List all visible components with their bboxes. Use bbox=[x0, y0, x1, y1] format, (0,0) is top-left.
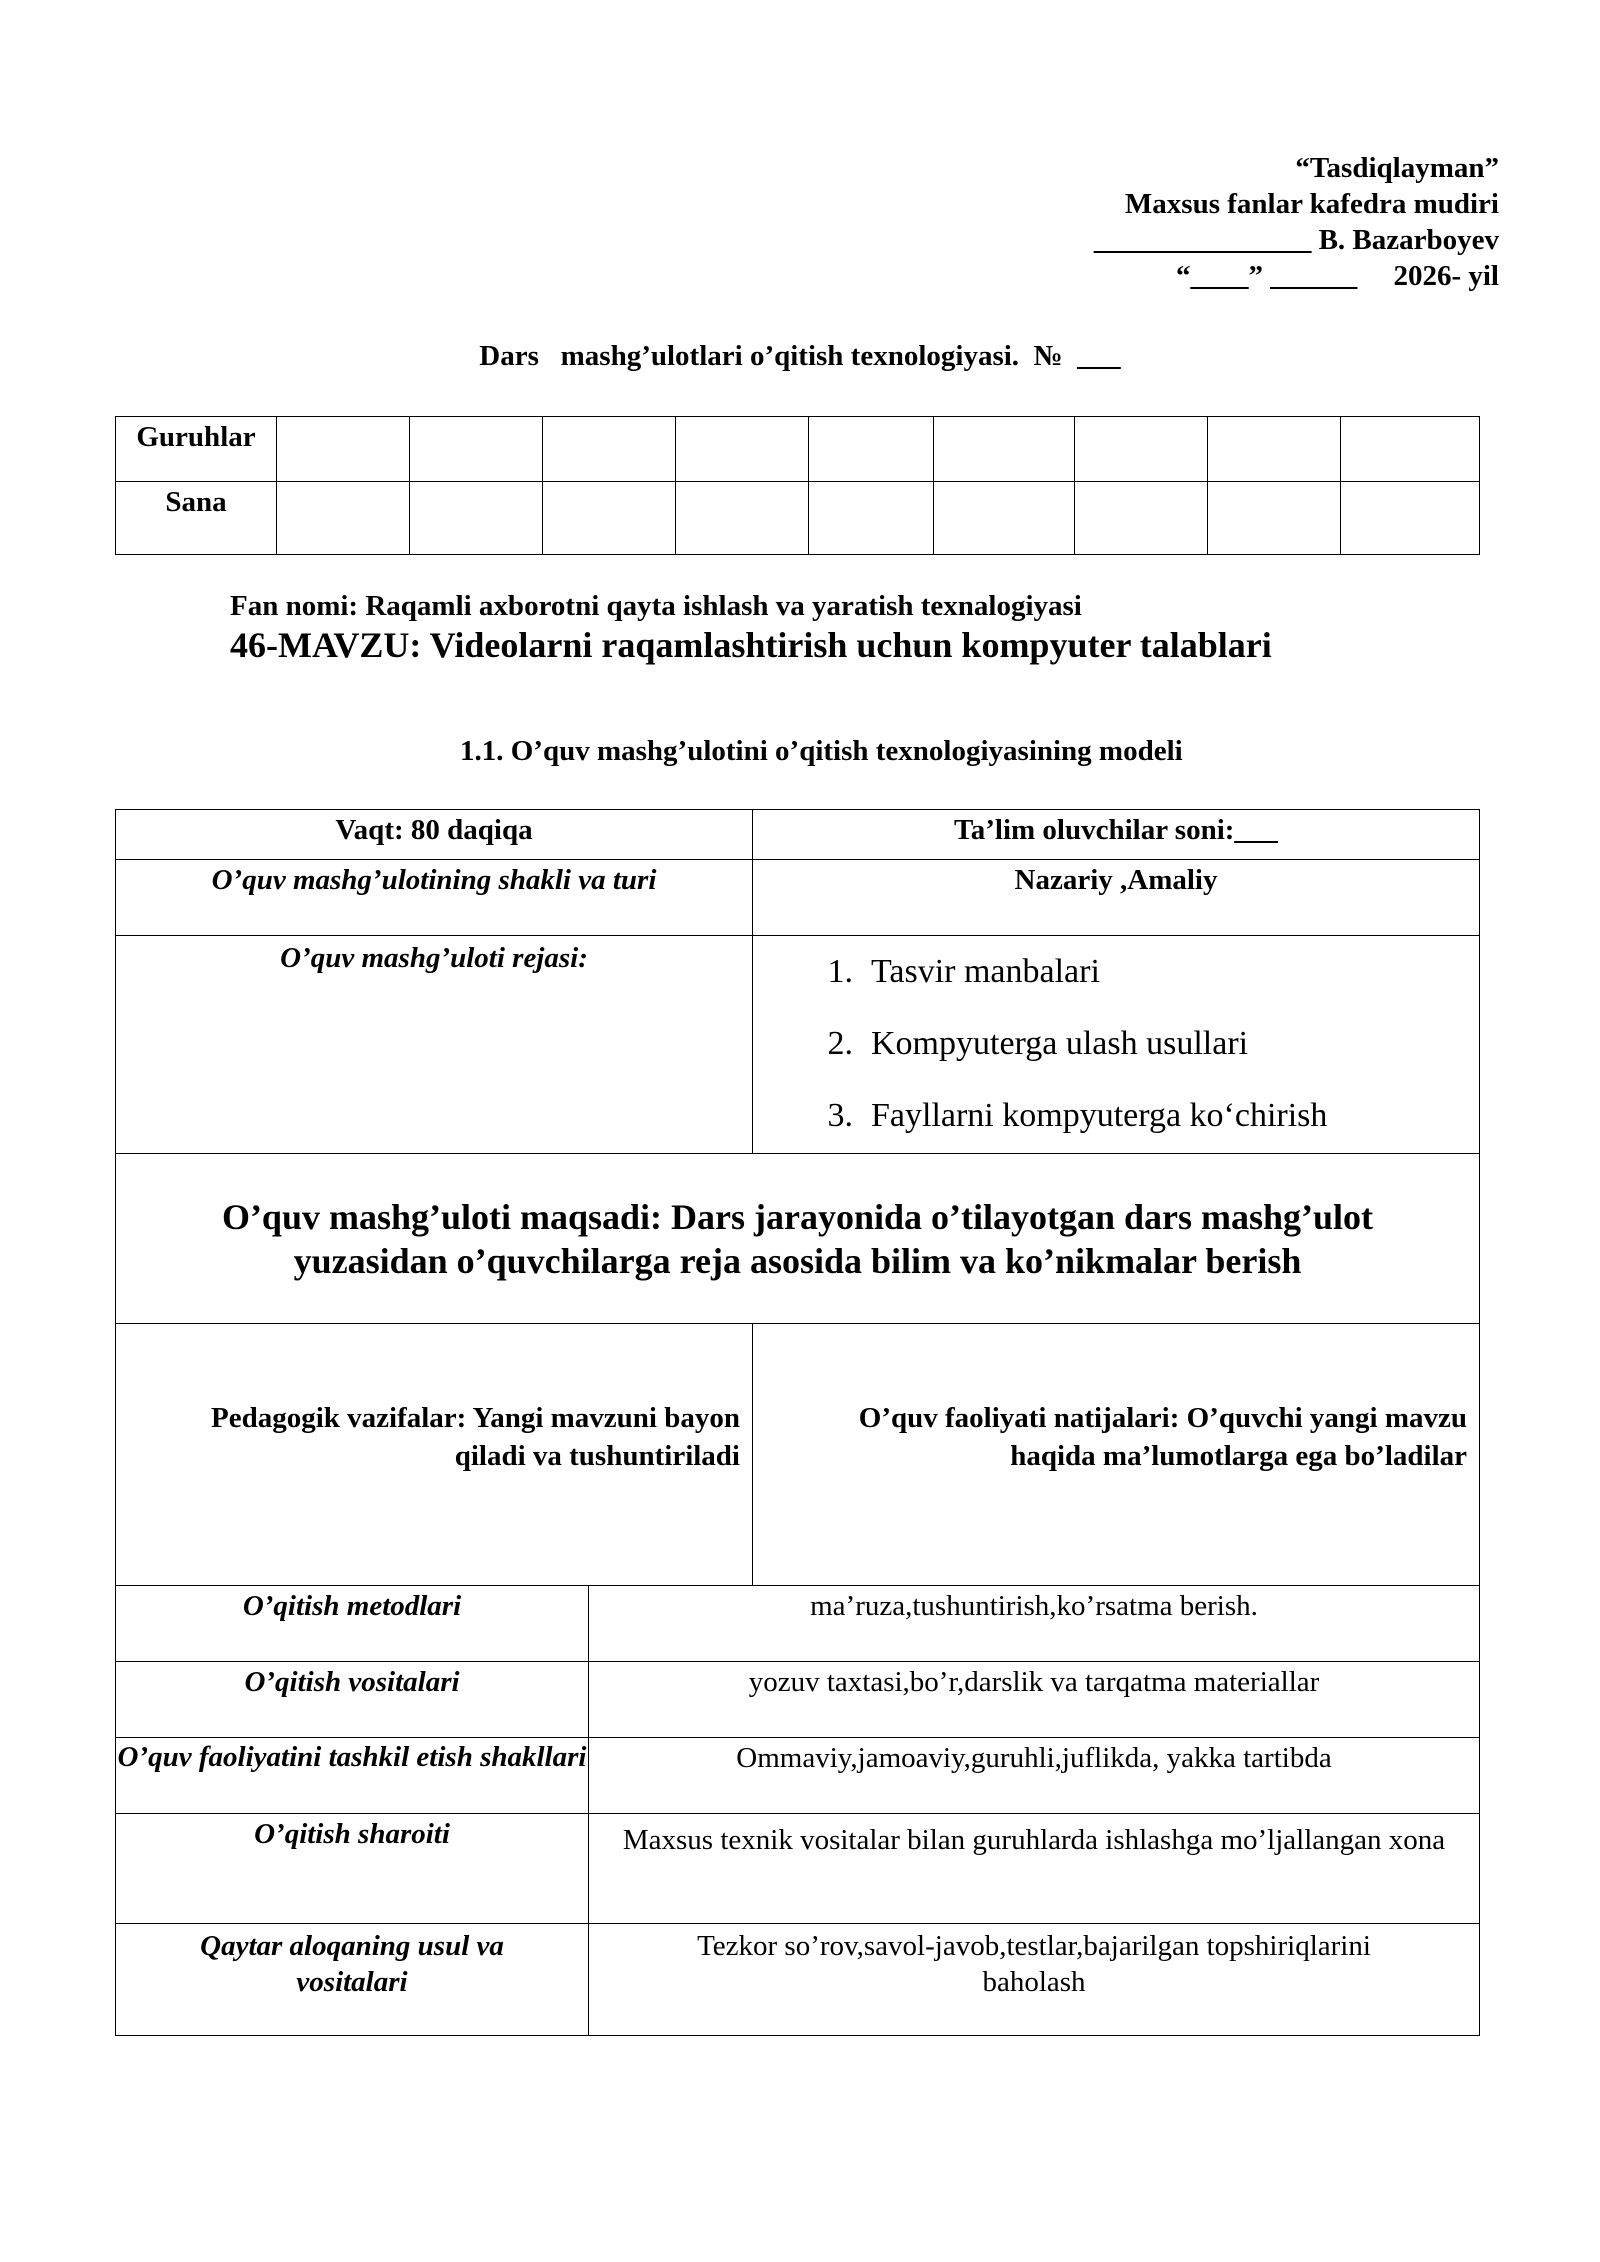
groups-cell bbox=[410, 417, 543, 482]
subject-block bbox=[230, 588, 1272, 666]
date-cell bbox=[410, 482, 543, 555]
tools-value: yozuv taxtasi,bo’r,darslik va tarqatma materiallar bbox=[589, 1662, 1480, 1738]
time-cell: Vaqt: 80 daqiqa bbox=[116, 810, 753, 860]
organization-value: Ommaviy,jamoaviy,guruhli,juflikda, yakka tartibda bbox=[589, 1738, 1480, 1814]
groups-cell bbox=[809, 417, 934, 482]
tools-label: O’qitish vositalari bbox=[116, 1662, 589, 1738]
date-cell bbox=[809, 482, 934, 555]
plan-list bbox=[803, 936, 1479, 1152]
organization-label: O’quv faoliyatini tashkil etish shakllari bbox=[116, 1738, 589, 1814]
approval-position: Maxsus fanlar kafedra mudiri bbox=[1124, 188, 1499, 220]
plan-label: O’quv mashg’uloti rejasi: bbox=[116, 936, 753, 1154]
groups-cell bbox=[543, 417, 676, 482]
goal-cell: O’quv mashg’uloti maqsadi: Dars jarayonida o’tilayotgan dars mashg’ulot yuzasidan o’quvchilarga reja asosida bilim va ko’nikmalar berish bbox=[116, 1154, 1480, 1324]
document-title: Dars mashg’ulotlari o’qitish texnologiyasi. № ___ bbox=[479, 340, 1121, 372]
form-label: O’quv mashg’ulotining shakli va turi bbox=[116, 860, 753, 936]
feedback-value: Tezkor so’rov,savol-javob,testlar,bajarilgan topshiriqlarini baholash bbox=[589, 1924, 1480, 2036]
model-title: 1.1. O’quv mashg’ulotini o’qitish texnologiyasining modeli bbox=[460, 735, 1183, 767]
date-cell bbox=[1341, 482, 1480, 555]
plan-item bbox=[803, 936, 1479, 1008]
feedback-label: Qaytar aloqaning usul va vositalari bbox=[116, 1924, 589, 2036]
date-cell bbox=[1208, 482, 1341, 555]
groups-cell bbox=[1075, 417, 1208, 482]
approval-date: “____” ______ 2026- yil bbox=[1175, 260, 1499, 292]
groups-cell bbox=[277, 417, 410, 482]
date-label: Sana bbox=[116, 482, 277, 555]
topic-title: 46-MAVZU: Videolarni raqamlashtirish uchun kompyuter talablari bbox=[230, 625, 1272, 665]
groups-cell bbox=[676, 417, 809, 482]
students-cell: Ta’lim oluvchilar soni:___ bbox=[753, 810, 1480, 860]
model-table bbox=[115, 809, 1480, 2036]
date-cell bbox=[543, 482, 676, 555]
plan-item-number: 2. bbox=[827, 1025, 853, 1062]
plan-cell bbox=[753, 936, 1480, 1154]
plan-item-number: 1. bbox=[827, 953, 853, 990]
conditions-label: O’qitish sharoiti bbox=[116, 1814, 589, 1924]
conditions-value: Maxsus texnik vositalar bilan guruhlarda ishlashga mo’ljallangan xona bbox=[589, 1814, 1480, 1924]
approval-block bbox=[1094, 150, 1499, 294]
plan-item bbox=[803, 1080, 1479, 1152]
groups-label: Guruhlar bbox=[116, 417, 277, 482]
date-cell bbox=[934, 482, 1075, 555]
plan-item-text: Kompyuterga ulash usullari bbox=[871, 1025, 1249, 1062]
methods-value: ma’ruza,tushuntirish,ko’rsatma berish. bbox=[589, 1586, 1480, 1662]
form-value: Nazariy ,Amaliy bbox=[753, 860, 1480, 936]
learning-results: O’quv faoliyati natijalari: O’quvchi yangi mavzu haqida ma’lumotlarga ega bo’ladilar bbox=[753, 1324, 1480, 1586]
date-cell bbox=[1075, 482, 1208, 555]
groups-table bbox=[115, 416, 1480, 555]
plan-item-number: 3. bbox=[827, 1097, 853, 1134]
pedagogical-tasks: Pedagogik vazifalar: Yangi mavzuni bayon qiladi va tushuntiriladi bbox=[116, 1324, 753, 1586]
groups-cell bbox=[1208, 417, 1341, 482]
approval-title: “Tasdiqlayman” bbox=[1295, 152, 1499, 184]
plan-item-text: Fayllarni kompyuterga ko‘chirish bbox=[871, 1097, 1328, 1134]
subject-name: Fan nomi: Raqamli axborotni qayta ishlash va yaratish texnalogiyasi bbox=[230, 590, 1082, 622]
methods-label: O’qitish metodlari bbox=[116, 1586, 589, 1662]
groups-cell bbox=[1341, 417, 1480, 482]
groups-cell bbox=[934, 417, 1075, 482]
approval-signature: _______________ B. Bazarboyev bbox=[1093, 224, 1499, 256]
plan-item-text: Tasvir manbalari bbox=[871, 953, 1100, 990]
date-cell bbox=[277, 482, 410, 555]
date-cell bbox=[676, 482, 809, 555]
plan-item bbox=[803, 1008, 1479, 1080]
